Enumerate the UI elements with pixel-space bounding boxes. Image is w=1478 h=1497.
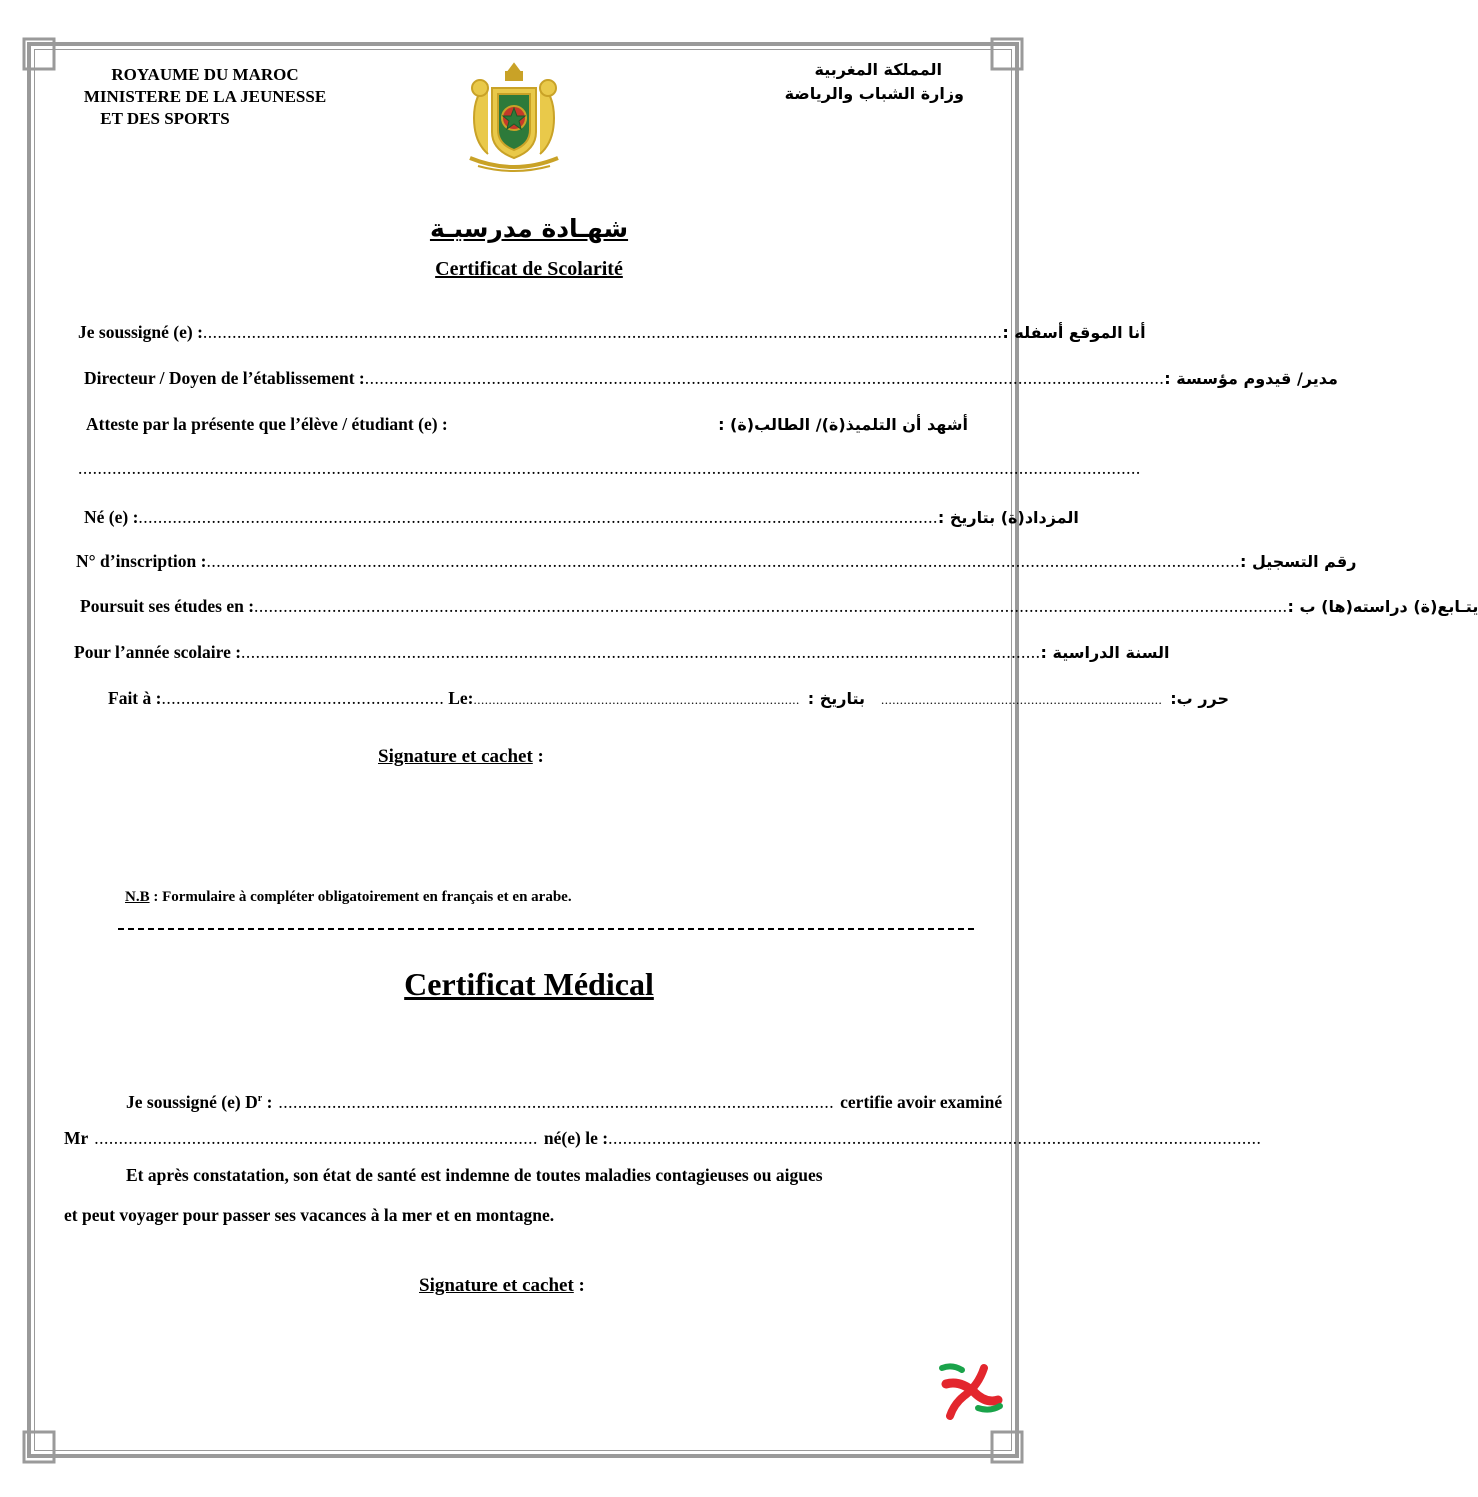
form-row-undersigned — [78, 322, 1146, 343]
signature-label-medical: Signature et cachet : — [419, 1275, 585, 1296]
section-divider — [118, 928, 974, 930]
ministry-logo-icon — [940, 1362, 1004, 1420]
row-label-fr: Né (e) : — [84, 507, 139, 527]
medical-paragraph-2: et peut voyager pour passer ses vacances à la mer et en montagne. — [64, 1205, 555, 1225]
fill-line[interactable]: .................................................................................................................. — [278, 1092, 835, 1112]
row-label-fr: Pour l’année scolaire : — [74, 642, 242, 662]
row-label-ar: رقم التسجيل : — [1239, 552, 1357, 571]
medical-row-patient — [64, 1128, 1262, 1149]
fill-line[interactable]: .................................................................................................................................................................... — [364, 368, 1165, 388]
header-fr-line2: MINISTERE DE LA JEUNESSE — [83, 87, 327, 106]
fill-line[interactable]: .................................................................................................................................................................................................................... — [206, 551, 1240, 571]
header-fr-line3: ET DES SPORTS — [100, 109, 230, 128]
nb-note — [125, 889, 572, 906]
title-fr: Certificat de Scolarité — [435, 258, 623, 280]
form-row-born — [84, 507, 1079, 528]
signature-label-school: Signature et cachet : — [378, 746, 544, 767]
nb-label: N.B — [125, 889, 150, 905]
row-label-ar: مدير/ قيدوم مؤسسة : — [1164, 369, 1338, 388]
fill-line[interactable]: ....................................................................................... — [473, 692, 800, 707]
born-label: né(e) le : — [543, 1128, 609, 1148]
corner-ornament-icon — [990, 37, 1024, 71]
header-ar — [760, 58, 964, 106]
row-label-ar: أنا الموقع أسفله : — [1002, 323, 1146, 342]
form-row-director — [84, 368, 1338, 389]
form-row-place-date — [108, 688, 1230, 709]
fait-a-label: Fait à : — [108, 688, 162, 708]
fill-line[interactable]: .................................................................................................................................................................................................................... — [254, 596, 1288, 616]
corner-ornament-icon — [22, 1430, 56, 1464]
corner-ornament-icon — [990, 1430, 1024, 1464]
mr-label: Mr — [64, 1128, 89, 1148]
fill-line[interactable]: .................................................................................................................................................................... — [138, 507, 938, 527]
row-label-ar: يتـابع(ة) دراسته(ها) ب : — [1287, 597, 1478, 616]
form-row-registration — [76, 551, 1357, 572]
fill-line[interactable]: .......................................................... — [161, 688, 445, 708]
form-row-school-year — [74, 642, 1170, 663]
form-row-studies — [80, 596, 1478, 617]
corner-ornament-icon — [22, 37, 56, 71]
royal-coat-of-arms-icon — [458, 58, 570, 176]
header-ar-line1: المملكة المغربية — [814, 60, 942, 79]
row-label-fr: Directeur / Doyen de l’établissement : — [84, 368, 365, 388]
fill-line[interactable]: ........................................................................................... — [94, 1128, 538, 1148]
form-row-student-name — [78, 458, 1141, 479]
row-label-fr: Atteste par la présente que l’élève / étudiant (e) : — [86, 414, 448, 434]
form-row-attests — [86, 414, 968, 435]
header-fr — [60, 64, 350, 130]
fill-line[interactable]: ...................................................................................................................................... — [608, 1128, 1262, 1148]
fill-line[interactable]: .......................................................................................................................................................................................................................... — [78, 458, 1141, 478]
row-label-fr: N° d’inscription : — [76, 551, 207, 571]
header-ar-line2: وزارة الشباب والرياضة — [784, 84, 964, 103]
fill-line[interactable]: .................................................................................................................................................................... — [241, 642, 1041, 662]
fill-line[interactable]: ........................................................................... — [881, 692, 1163, 707]
certifie-label: certifie avoir examiné — [840, 1092, 1003, 1112]
le-label: Le: — [448, 688, 474, 708]
medical-paragraph-1: Et après constatation, son état de santé est indemne de toutes maladies contagieuses ou aigues — [126, 1165, 823, 1185]
medical-title: Certificat Médical — [404, 966, 654, 1002]
row-label-fr: Je soussigné (e) : — [78, 322, 203, 342]
doctor-label: Je soussigné (e) D — [126, 1092, 258, 1112]
bitarikh-label: بتاريخ : — [807, 689, 866, 708]
harrar-label: حرر ب: — [1170, 689, 1230, 708]
header-fr-line1: ROYAUME DU MAROC — [111, 65, 299, 84]
title-ar: شهـادة مدرسيـة — [429, 214, 629, 243]
row-label-ar: السنة الدراسية : — [1040, 643, 1170, 662]
medical-row-doctor: Je soussigné (e) $D^r$ : .................................................................................................................. certifie avoir examiné — [126, 1092, 1003, 1112]
fill-line[interactable]: .................................................................................................................................................................... — [202, 322, 1003, 342]
nb-text: : Formulaire à compléter obligatoirement en français et en arabe. — [149, 889, 572, 905]
row-label-ar: المزداد(ة) بتاريخ : — [937, 508, 1079, 527]
row-label-ar: أشهد أن التلميذ(ة)/ الطالب(ة) : — [718, 415, 968, 434]
row-label-fr: Poursuit ses études en : — [80, 596, 255, 616]
